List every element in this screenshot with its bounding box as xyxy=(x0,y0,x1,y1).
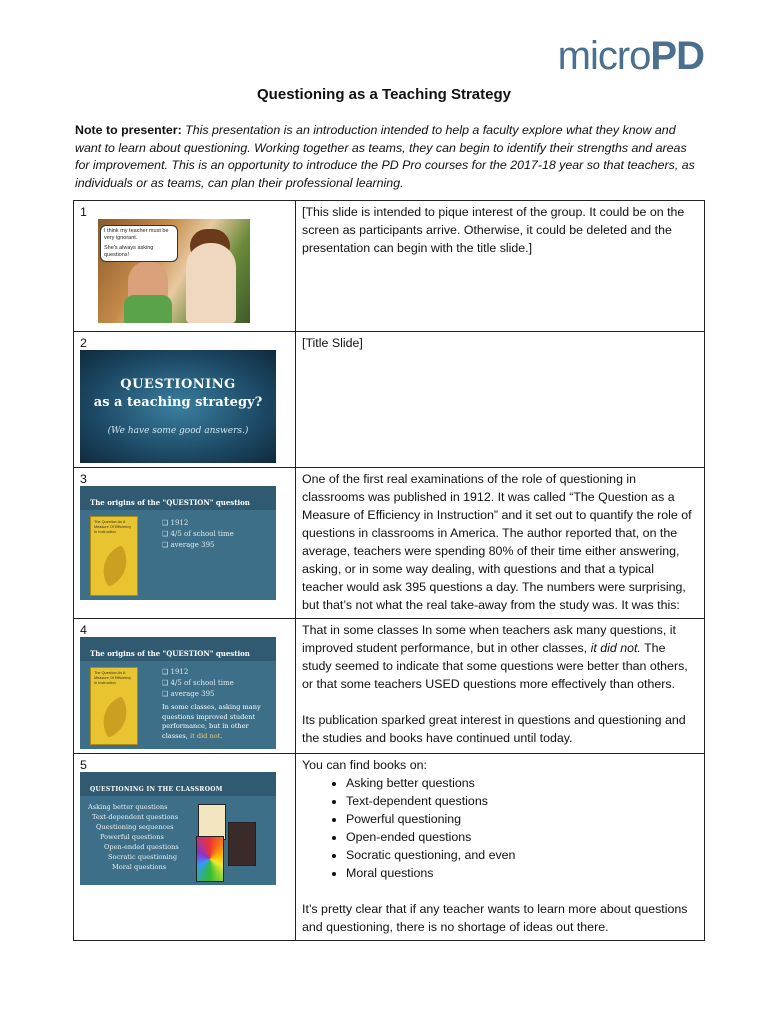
slide-text: It’s pretty clear that if any teacher wants to learn more about questions and questioning, there is no shortage of ideas out there. xyxy=(302,902,688,934)
slide-number: 3 xyxy=(80,472,87,486)
list-item: • Open-ended questions xyxy=(346,828,698,846)
slide-topic-list xyxy=(88,802,179,872)
slide-topic: Powerful questions xyxy=(100,833,164,841)
slide-tagline: (We have some good answers.) xyxy=(107,426,249,436)
slide-notes xyxy=(296,468,705,619)
slide-bullet: ❑ 4/5 of school time xyxy=(162,530,234,538)
slide-number: 5 xyxy=(80,758,87,772)
slide-text: [Title Slide] xyxy=(302,336,363,350)
slide-bullet: ❑ average 395 xyxy=(162,541,215,549)
slide-topic: Open-ended questions xyxy=(104,843,179,851)
document-title: Questioning as a Teaching Strategy xyxy=(257,86,511,103)
slide-text: Its publication sparked great interest in questions and questioning and the studies and books have continued until today. xyxy=(302,713,686,745)
bubble-text: I think my teacher must be very ignorant. xyxy=(104,228,169,241)
slide-text: One of the first real examinations of the role of questioning in classrooms was published in 1912. It was called “The Question as a Measure of Efficiency in Instruction” and it set out to quantify the role of questions in classrooms in America. The author reported that, on the average, teachers were spending 80% of their time either answering, asking, or in some way dealing, with questions and that a typical teacher would ask 395 questions a day. The numbers were surprising, but that’s not what the real take-away from the study was. It was this: xyxy=(302,472,692,612)
note-text: This presentation is an introduction intended to help a faculty explore what they know and want to learn about questioning. Working together as teams, they can begin to identify their strengths and areas for improvement. This is an opportunity to introduce the PD Pro courses for the 2017-18 year so that teachers, as individuals or as teams, can plan their professional learning. xyxy=(75,123,695,190)
slide-1-thumbnail xyxy=(98,219,250,323)
student-figure xyxy=(124,295,172,323)
book-cover xyxy=(196,836,224,882)
slide-notes xyxy=(296,332,705,468)
table-row xyxy=(74,201,705,332)
slide-paragraph-highlight: it did not. xyxy=(190,731,223,740)
book-title: The Question As A Measure Of Efficiency In Instruction xyxy=(94,671,132,685)
table-row xyxy=(74,332,705,468)
speech-bubble xyxy=(100,225,178,262)
table-row xyxy=(74,619,705,754)
topic-list xyxy=(302,774,698,882)
micropd-logo: microPD xyxy=(557,34,704,78)
slide-number: 2 xyxy=(80,336,87,350)
list-item: • Moral questions xyxy=(346,864,698,882)
slide-paragraph-text: In some classes, asking many questions improved student performance, but in other classes, xyxy=(162,703,261,740)
slide-number: 4 xyxy=(80,623,87,637)
slide-2-thumbnail xyxy=(80,350,276,463)
slide-heading: The origins of the "QUESTION" question xyxy=(80,486,276,510)
slide-heading: The origins of the "QUESTION" question xyxy=(80,637,276,661)
slide-notes xyxy=(296,754,705,941)
feather-icon xyxy=(94,696,137,738)
slide-number: 1 xyxy=(80,205,87,219)
list-item: • Socratic questioning, and even xyxy=(346,846,698,864)
feather-icon xyxy=(94,545,137,587)
slide-notes xyxy=(296,619,705,754)
slide-bullet: ❑ 1912 xyxy=(162,668,189,676)
slide-notes xyxy=(296,201,705,332)
book-cover xyxy=(228,822,256,866)
slide-cell xyxy=(74,619,296,754)
slide-cell xyxy=(74,468,296,619)
book-cover xyxy=(198,804,226,840)
presenter-note xyxy=(75,122,703,192)
slide-cell xyxy=(74,332,296,468)
bubble-text: She's always asking questions! xyxy=(104,245,154,258)
slides-table xyxy=(73,200,705,941)
slide-bullets xyxy=(162,667,234,700)
slide-cell xyxy=(74,201,296,332)
slide-5-thumbnail xyxy=(80,772,276,885)
slide-topic: Questioning sequences xyxy=(96,823,174,831)
slide-cell xyxy=(74,754,296,941)
slide-topic: Text-dependent questions xyxy=(92,813,179,821)
teacher-figure xyxy=(186,243,236,323)
slide-topic: Moral questions xyxy=(112,863,167,871)
note-label: Note to presenter: xyxy=(75,123,182,137)
slide-paragraph xyxy=(162,703,270,741)
table-row xyxy=(74,754,705,941)
book-cover xyxy=(90,667,138,745)
slide-text-part: The study seemed to indicate that some questions were better than others, or that some teachers USED questions more effectively than others. xyxy=(302,641,688,691)
slide-bullet: ❑ average 395 xyxy=(162,690,215,698)
slide-topic: Asking better questions xyxy=(88,803,168,811)
slide-heading: QUESTIONING xyxy=(120,377,236,392)
slide-topic: Socratic questioning xyxy=(108,853,178,861)
slide-4-thumbnail xyxy=(80,637,276,749)
slide-text-part: That in some classes In some when teachers ask many questions, it improved student performance, but in other classes, xyxy=(302,623,676,655)
slide-bullets xyxy=(162,518,234,551)
list-item: • Text-dependent questions xyxy=(346,792,698,810)
slide-bullet: ❑ 4/5 of school time xyxy=(162,679,234,687)
slide-text: [This slide is intended to pique interest of the group. It could be on the screen as participants arrive. Otherwise, it could be deleted and the presentation can begin with the title slide.] xyxy=(302,205,685,255)
slide-text-italic: it did not. xyxy=(590,641,641,655)
book-cover xyxy=(90,516,138,596)
list-item: • Powerful questioning xyxy=(346,810,698,828)
list-item: • Asking better questions xyxy=(346,774,698,792)
slide-3-thumbnail xyxy=(80,486,276,600)
slide-text: You can find books on: xyxy=(302,758,427,772)
slide-text xyxy=(302,621,698,693)
book-title: The Question As A Measure Of Efficiency In Instruction xyxy=(94,520,132,534)
table-row xyxy=(74,468,705,619)
slide-subheading: as a teaching strategy? xyxy=(93,395,263,410)
slide-bullet: ❑ 1912 xyxy=(162,519,189,527)
slide-heading: QUESTIONING IN THE CLASSROOM xyxy=(80,772,276,796)
